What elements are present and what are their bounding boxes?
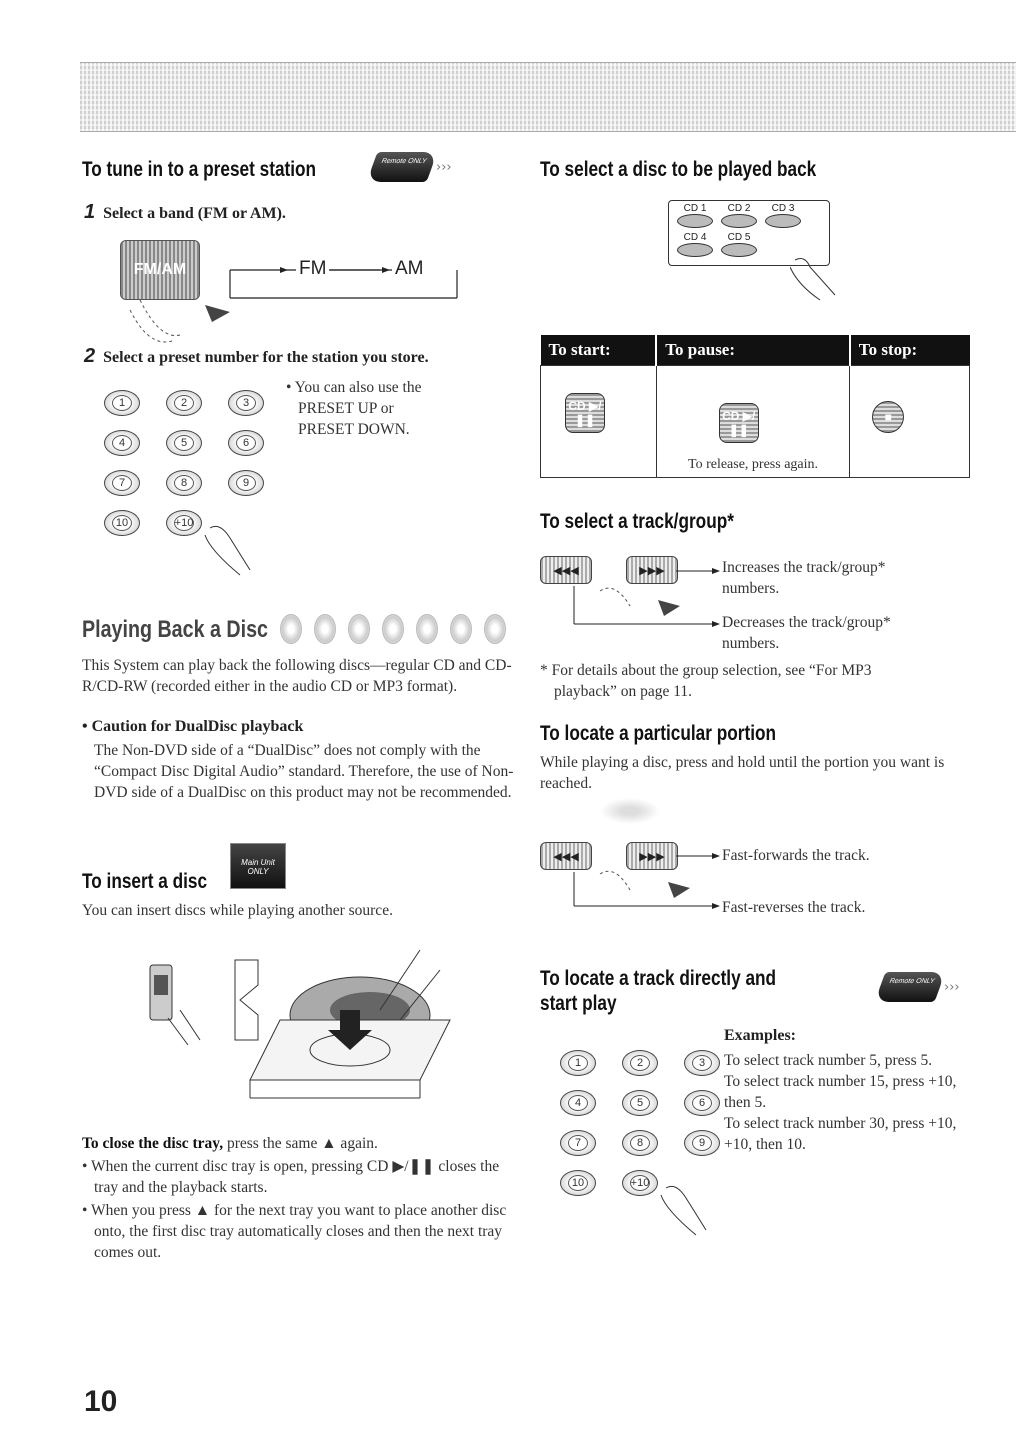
pause-note: To release, press again. — [688, 456, 819, 472]
text-line: Decreases the track/group* — [722, 614, 891, 631]
next-track-button[interactable]: ▶▶▶ — [626, 556, 678, 584]
key-label: 7 — [568, 1135, 588, 1151]
key-label: 4 — [568, 1095, 588, 1111]
cd-label: CD 1 — [683, 203, 707, 214]
examples-list — [724, 1050, 964, 1155]
key-4[interactable] — [560, 1090, 596, 1116]
pause-cell — [656, 365, 850, 477]
key-label: 2 — [630, 1055, 650, 1071]
stop-cell — [850, 365, 970, 477]
preset-note — [286, 377, 421, 440]
key-1[interactable] — [560, 1050, 596, 1076]
key-label: 6 — [236, 435, 256, 451]
key-7[interactable] — [560, 1130, 596, 1156]
remote-icon: Remote ONLY — [875, 972, 946, 1002]
text-line: Increases the track/group* — [722, 559, 886, 576]
key-2[interactable] — [622, 1050, 658, 1076]
insert-bullet-1: • When the current disc tray is open, pressing CD ▶/❚❚ closes the tray and the playback starts. — [82, 1158, 500, 1196]
key-label: 4 — [112, 435, 132, 451]
step-number: 2 — [84, 345, 96, 367]
key-9[interactable] — [684, 1130, 720, 1156]
remote-only-badge — [880, 972, 960, 1002]
playing-intro: This System can play back the following discs—regular CD and CD-R/CD-RW (recorded either in the audio CD or MP3 format). — [82, 657, 512, 695]
remote-icon: Remote ONLY — [367, 152, 438, 182]
cd-label: CD 5 — [727, 232, 751, 243]
cd3-button[interactable] — [765, 203, 801, 228]
col-stop: To stop: — [850, 335, 970, 365]
example-item: To select track number 5, press 5. — [724, 1052, 933, 1069]
rewind-button[interactable]: ◀◀◀ — [540, 842, 592, 870]
start-cell — [541, 365, 657, 477]
key-label: 8 — [630, 1135, 650, 1151]
cd-button-shape — [721, 243, 757, 257]
step-text: Select a band (FM or AM). — [103, 205, 286, 222]
key-3[interactable] — [228, 390, 264, 416]
key-label: 1 — [568, 1055, 588, 1071]
main-unit-only-badge: Main Unit ONLY — [230, 843, 286, 889]
disc-icon — [450, 614, 472, 644]
note-line: PRESET UP or — [298, 400, 394, 417]
key-2[interactable] — [166, 390, 202, 416]
key-8[interactable] — [166, 470, 202, 496]
track-arrows-diagram — [540, 556, 720, 636]
remote-only-badge — [372, 152, 452, 182]
cd2-button[interactable] — [721, 203, 757, 228]
insert-text: You can insert discs while playing another source. — [82, 902, 393, 919]
key-5[interactable] — [166, 430, 202, 456]
previous-track-button[interactable]: ◀◀◀ — [540, 556, 592, 584]
disc-tray-illustration — [140, 940, 460, 1130]
page-number: 10 — [84, 1385, 118, 1418]
col-pause: To pause: — [656, 335, 850, 365]
band-fm-label: FM — [296, 258, 329, 280]
key-label: 5 — [630, 1095, 650, 1111]
key-label: 9 — [692, 1135, 712, 1151]
key-label: 5 — [174, 435, 194, 451]
disc-icon — [382, 614, 404, 644]
reverse-text: Fast-reverses the track. — [722, 899, 866, 916]
pointing-finger-icon — [200, 520, 260, 580]
cd-play-pause-button[interactable]: CD ▶/❚❚ — [565, 393, 605, 433]
locate-track-heading-2: start play — [540, 992, 617, 1015]
step-number: 1 — [84, 201, 96, 223]
track-keypad — [560, 1050, 728, 1196]
key-label: 2 — [174, 395, 194, 411]
key-label: 10 — [112, 515, 132, 531]
key-label: 10 — [568, 1175, 588, 1191]
cd1-button[interactable] — [677, 203, 713, 228]
cd-control-table — [540, 335, 970, 478]
cd-button-shape — [765, 214, 801, 228]
key-6[interactable] — [228, 430, 264, 456]
key-4[interactable] — [104, 430, 140, 456]
note-line: • You can also use the — [286, 379, 422, 396]
examples-title: Examples: — [724, 1027, 796, 1044]
key-1[interactable] — [104, 390, 140, 416]
band-cycle-diagram — [120, 240, 480, 350]
key-plus10[interactable] — [622, 1170, 658, 1196]
key-label: 8 — [174, 475, 194, 491]
key-5[interactable] — [622, 1090, 658, 1116]
track-footnote — [540, 660, 871, 702]
step-2 — [84, 345, 429, 368]
key-8[interactable] — [622, 1130, 658, 1156]
text-line: numbers. — [722, 580, 780, 597]
disc-icons-row — [280, 614, 506, 644]
key-label: 3 — [692, 1055, 712, 1071]
step-1 — [84, 201, 286, 224]
stop-button[interactable]: ■ — [872, 401, 904, 433]
select-disc-heading: To select a disc to be played back — [540, 158, 817, 181]
cd-label: CD 2 — [727, 203, 751, 214]
caution-text: The Non-DVD side of a “DualDisc” does not comply with the “Compact Disc Digital Audio” standard. Therefore, the use of Non-DVD side of a DualDisc on this product may not be recommended. — [94, 742, 514, 801]
caution-title: • Caution for DualDisc playback — [82, 718, 304, 735]
key-label: 6 — [692, 1095, 712, 1111]
band-am-label: AM — [392, 258, 427, 280]
pointing-finger-icon — [656, 1180, 716, 1240]
key-7[interactable] — [104, 470, 140, 496]
example-item: To select track number 15, press +10, then 5. — [724, 1073, 957, 1111]
cd-label: CD 4 — [683, 232, 707, 243]
close-tray-text — [82, 1133, 522, 1154]
preset-heading: To tune in to a preset station — [82, 158, 317, 181]
disc-icon — [280, 614, 302, 644]
key-6[interactable] — [684, 1090, 720, 1116]
disc-icon — [416, 614, 438, 644]
signal-waves-icon: ››› — [944, 979, 960, 995]
cd-play-pause-button[interactable]: CD ▶/❚❚ — [719, 403, 759, 443]
key-10[interactable] — [560, 1170, 596, 1196]
fmam-button[interactable]: FM/AM — [120, 240, 200, 300]
disc-icon — [314, 614, 336, 644]
insert-heading: To insert a disc — [82, 870, 208, 893]
cd-button-shape — [677, 243, 713, 257]
press-hold-indicator — [600, 798, 660, 824]
cd-button-shape — [721, 214, 757, 228]
close-tray-bold: To close the disc tray, — [82, 1135, 224, 1152]
key-label: +10 — [174, 517, 194, 529]
key-label: 7 — [112, 475, 132, 491]
key-label: 9 — [236, 475, 256, 491]
forward-text: Fast-forwards the track. — [722, 847, 870, 864]
increase-text — [722, 557, 886, 599]
key-9[interactable] — [228, 470, 264, 496]
example-item: To select track number 30, press +10, +10, then 10. — [724, 1115, 957, 1153]
preset-keypad — [104, 390, 272, 536]
text-line: playback” on page 11. — [554, 683, 693, 700]
disc-icon — [348, 614, 370, 644]
close-tray-rest: press the same ▲ again. — [223, 1135, 378, 1152]
pointing-finger-icon — [790, 255, 850, 305]
track-heading: To select a track/group* — [540, 510, 734, 533]
text-line: * For details about the group selection, see “For MP3 — [540, 662, 872, 679]
playing-heading: Playing Back a Disc — [82, 616, 268, 643]
key-label: 1 — [112, 395, 132, 411]
cd-button-shape — [677, 214, 713, 228]
disc-icon — [484, 614, 506, 644]
cd5-button[interactable] — [721, 232, 757, 257]
key-label: 3 — [236, 395, 256, 411]
signal-waves-icon: ››› — [436, 159, 452, 175]
key-label: +10 — [630, 1177, 650, 1189]
fast-forward-button[interactable]: ▶▶▶ — [626, 842, 678, 870]
step-text: Select a preset number for the station you store. — [103, 349, 429, 366]
key-plus10[interactable] — [166, 510, 202, 536]
decrease-text — [722, 612, 891, 654]
key-10[interactable] — [104, 510, 140, 536]
insert-bullet-2: • When you press ▲ for the next tray you want to place another disc onto, the first disc tray automatically closes and then the next tray comes out. — [82, 1202, 507, 1261]
col-start: To start: — [541, 335, 657, 365]
cd-label: CD 3 — [771, 203, 795, 214]
note-line: PRESET DOWN. — [298, 421, 410, 438]
header-banner — [80, 62, 1016, 132]
locate-portion-text: While playing a disc, press and hold until the portion you want is reached. — [540, 754, 945, 792]
key-3[interactable] — [684, 1050, 720, 1076]
locate-portion-heading: To locate a particular portion — [540, 722, 777, 745]
locate-track-heading-1: To locate a track directly and — [540, 967, 777, 990]
search-arrows-diagram — [540, 842, 720, 914]
text-line: numbers. — [722, 635, 780, 652]
cd4-button[interactable] — [677, 232, 713, 257]
